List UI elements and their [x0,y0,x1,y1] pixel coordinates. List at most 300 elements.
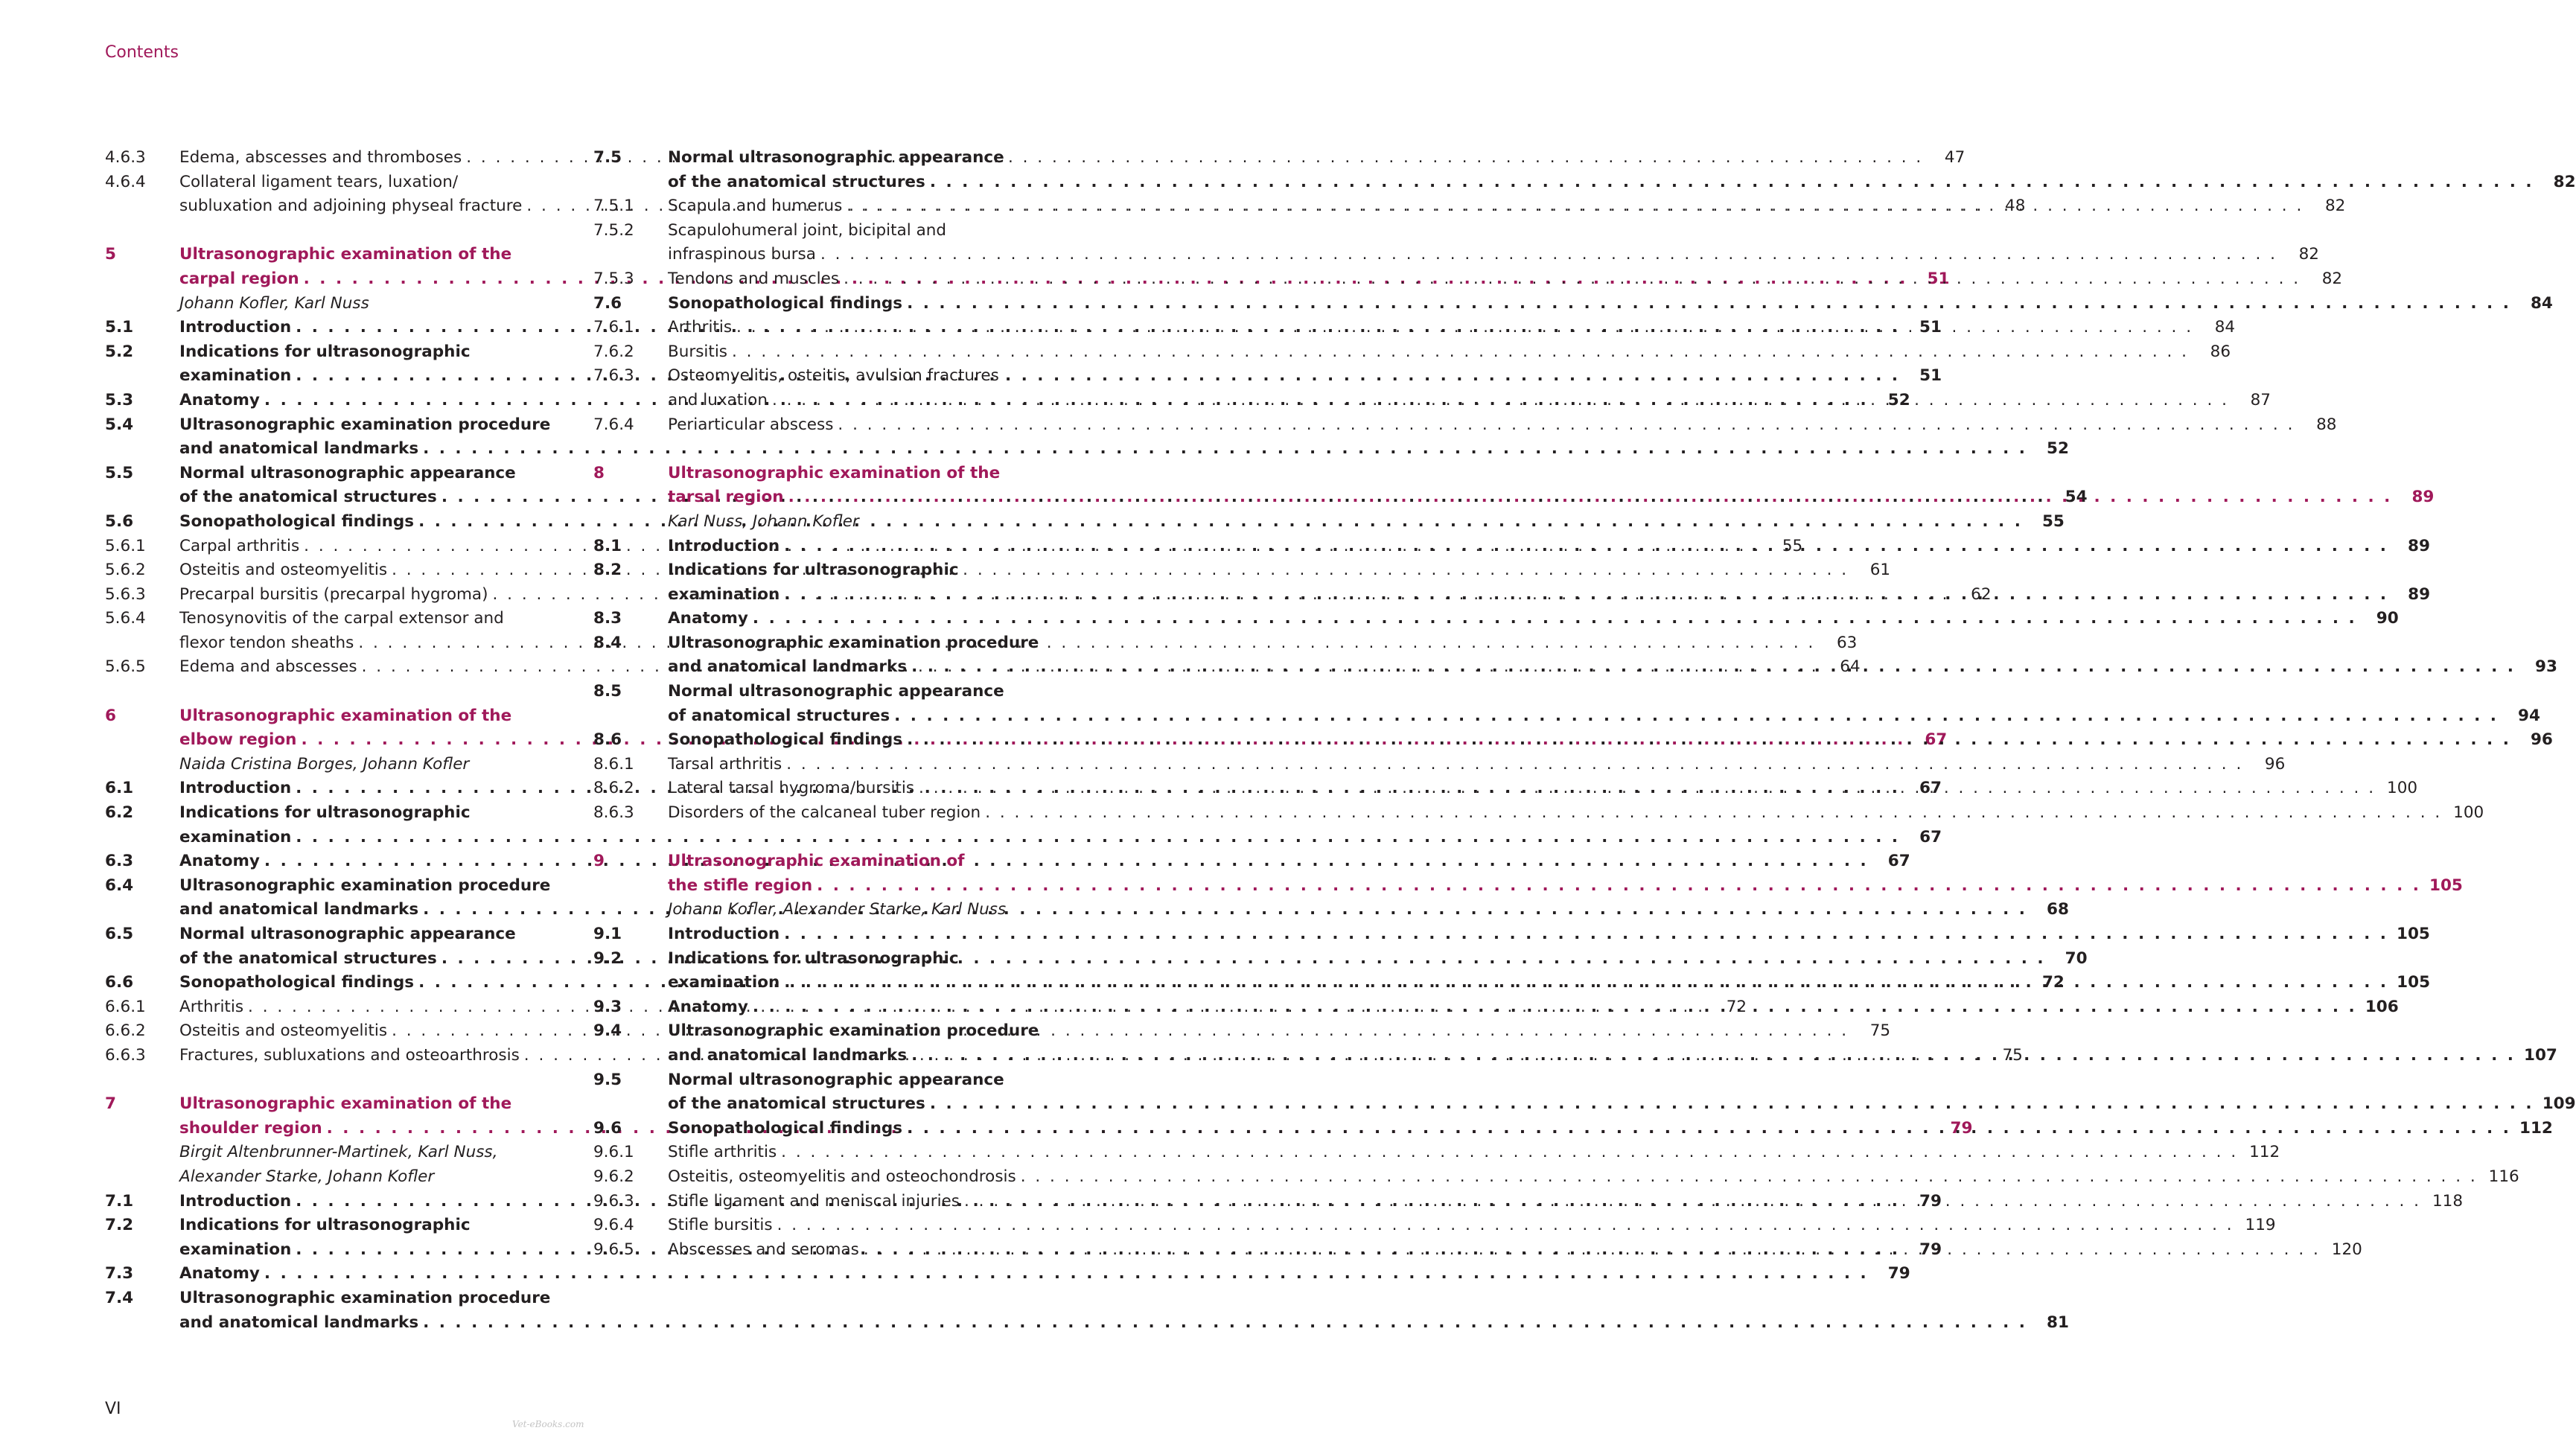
toc-entry-number: 7.2 [105,1216,134,1235]
toc-entry-title-line: Abscesses and seromas [668,1240,859,1259]
toc-entry-title-line: Osteitis, osteomyelitis and osteochondrosis [668,1167,1016,1186]
toc-entry-page: 96 [2530,730,2553,750]
toc-entry-page: 75 [1869,1021,1891,1041]
page-number: VI [105,1400,121,1418]
dot-leader [907,1044,2516,1068]
toc-entry-title-line: Introduction [179,318,292,337]
toc-entry-page: 61 [1869,561,1891,580]
toc-entry-page: 116 [2488,1167,2519,1186]
toc-entry-number: 7.6.1 [593,318,634,337]
toc-entry-page: 112 [2249,1143,2280,1162]
toc-entry-title [668,558,2390,607]
toc-entry-title-line: Sonopathological findings [668,293,903,313]
toc-entry-title-line: examination [668,973,780,992]
toc-entry[interactable] [593,1141,2280,1165]
toc-entry-number: 5.6.5 [105,657,146,677]
toc-entry-page: 107 [2524,1045,2557,1065]
toc-entry[interactable] [593,1068,2576,1117]
toc-entry-page: 52 [1887,390,1910,409]
toc-entry-page: 105 [2397,925,2430,943]
toc-entry-title [668,462,2394,510]
toc-entry-page: 93 [2534,657,2557,677]
toc-entry-title-line: Ultrasonographic examination of the [179,245,512,264]
toc-entry-title-line: infraspinous bursa [668,245,816,264]
toc-entry-number [105,1141,179,1189]
toc-entry-title-line: Tenosynovitis of the carpal extensor and [179,609,504,628]
toc-entry-title-line: Edema, abscesses and thromboses [179,148,462,167]
toc-entry-title-line: Lateral tarsal hygroma/bursitis [668,779,915,798]
toc-entry-title [668,776,2377,801]
toc-entry-number: 5.6.3 [105,584,146,604]
toc-entry-title-line: Sonopathological findings [179,973,415,992]
toc-entry-page: 118 [2432,1191,2464,1211]
toc-entry-title-line: and luxation [668,390,768,409]
dot-leader [902,292,2511,316]
toc-entry-title [668,413,2296,438]
toc-entry-page: 72 [2041,973,2065,992]
dot-leader [780,535,2388,559]
watermark: Vet-eBooks.com [512,1419,584,1429]
dot-leader [780,922,2388,947]
toc-entry-title-line: Osteomyelitis, osteitis, avulsion fractures [668,366,999,386]
toc-entry-number: 9.6.4 [593,1216,634,1235]
toc-entry-number: 9.6.1 [593,1143,634,1162]
dot-leader [890,704,2499,729]
toc-entry-number [105,292,179,316]
toc-entry-number: 6.4 [105,876,134,895]
toc-entry-title-line: Precarpal bursitis (precarpal hygroma) [179,584,488,604]
toc-entry-title [668,631,2517,680]
toc-entry-number: 5.6.2 [105,561,146,580]
dot-leader [748,607,2357,631]
toc-entry-page: 51 [1919,366,1942,386]
toc-entry-page: 90 [2376,609,2399,628]
toc-entry-title-line: Ultrasonographic examination procedure [179,415,551,434]
toc-entry-page: 89 [2407,536,2430,555]
toc-entry-page: 84 [2214,318,2236,337]
toc-entry[interactable] [593,340,2231,365]
toc-entry-title-line: Stifle ligament and meniscal injuries [668,1191,960,1211]
toc-entry-number: 6.6 [105,973,134,992]
toc-entry-page: 67 [1925,730,1948,750]
toc-entry-number: 5 [105,245,116,264]
toc-entry-number: 5.6.1 [105,536,146,555]
toc-entry-title-line: examination [179,1240,292,1259]
toc-entry-title [668,1068,2536,1117]
toc-entry-title-line: examination [668,584,780,604]
toc-entry-title-line: Bursitis [668,342,727,361]
toc-entry-page: 96 [2264,754,2286,774]
toc-entry-page: 79 [1919,1240,1942,1259]
toc-entry-page: 67 [1919,827,1942,846]
toc-entry-title [668,898,1006,922]
dot-leader [1016,1165,2478,1190]
toc-entry-number: 8.3 [593,609,622,628]
toc-entry-title [668,1190,2423,1214]
toc-entry-number: 5.4 [105,415,134,434]
toc-authors [593,898,1034,922]
toc-entry-number: 7.3 [105,1264,134,1283]
toc-entry-title-line: Introduction [668,925,780,943]
running-head: Contents [105,43,179,62]
toc-entry-number: 7.1 [105,1191,134,1211]
toc-entry-number: 6.1 [105,779,134,798]
toc-entry-page: 79 [1919,1191,1942,1211]
toc-entry-title-line: Anatomy [668,609,748,628]
toc-entry-title-line: Ultrasonographic examination of the [179,1094,512,1114]
toc-entry-title-line: Edema and abscesses [179,657,357,677]
toc-entry-number: 7.5.1 [593,197,634,216]
toc-entry-title-line: Carpal arthritis [179,536,300,555]
toc-entry-title-line: Karl Nuss, Johann Kofler [668,511,859,531]
toc-entry-number: 7.4 [105,1288,134,1307]
toc-entry-title-line: Arthritis [179,997,244,1016]
toc-entry-title-line: Anatomy [179,852,260,871]
toc-entry-title-line: Ultrasonographic examination procedure [179,876,551,895]
toc-entry-page: 51 [1927,269,1950,288]
toc-entry-title-line: examination [179,827,292,846]
toc-entry-title [668,535,2390,559]
toc-entry-title-line: Osteitis and osteomyelitis [179,561,388,580]
toc-entry-page: 105 [2429,876,2463,895]
toc-entry-title [668,219,2279,267]
toc-entry-page: 87 [2250,390,2271,409]
dot-leader [768,389,2229,413]
dot-leader [960,1190,2421,1214]
dot-leader [842,194,2304,219]
toc-entry-title-line: the stifle region [668,876,813,895]
toc-entry-title-line: and anatomical landmarks [179,439,419,459]
toc-entry-number: 4.6.3 [105,148,146,167]
toc-entry-page: 79 [1887,1264,1910,1283]
toc-entry-page: 63 [1836,633,1858,652]
dot-leader [914,776,2376,801]
toc-entry-title-line: Stifle bursitis [668,1216,773,1235]
toc-entry-title-line: Fractures, subluxations and osteoarthrosis [179,1045,520,1065]
toc-entry-title-line: Normal ultrasonographic appearance [179,925,516,943]
dot-leader [981,801,2442,826]
toc-entry-title [668,607,2359,631]
toc-entry-page: 86 [2210,342,2231,361]
toc-entry-page: 100 [2453,803,2484,823]
toc-entry-number: 8.2 [593,561,622,580]
toc-entry-number: 9.4 [593,1021,622,1041]
toc-entry[interactable] [593,922,2430,947]
toc-entry-title-line: elbow region [179,730,297,750]
toc-entry-number: 7.6.2 [593,342,634,361]
toc-entry-title-line: of the anatomical structures [668,172,925,191]
toc-entry-title-line: Indications for ultrasonographic [179,342,471,361]
toc-authors [593,510,1034,535]
dot-leader [812,874,2421,899]
toc-entry-title-line: Alexander Starke, Johann Kofler [179,1167,435,1186]
toc-entry-number: 5.2 [105,342,134,361]
toc-entry-page: 100 [2387,779,2418,798]
toc-entry-title-line: Scapula and humerus [668,197,843,216]
toc-entry-number: 4.6.4 [105,172,146,191]
toc-entry-title-line: and anatomical landmarks [668,657,908,677]
toc-entry-title [668,947,2390,995]
toc-entry-title [668,849,2423,898]
toc-entry-page: 82 [2321,269,2343,288]
toc-entry-title [668,364,2231,412]
toc-entry-number: 7.5 [593,148,622,167]
toc-entry-title-line: Naida Cristina Borges, Johann Kofler [179,754,470,774]
toc-entry-title-line: Indications for ultrasonographic [179,1216,471,1235]
toc-authors [105,292,546,316]
toc-entry-title-line: Ultrasonographic examination procedure [668,633,1039,652]
toc-entry-title-line: Collateral ligament tears, luxation/ [179,172,459,191]
toc-authors [105,1141,546,1189]
toc-entry-title-line: Introduction [668,536,780,555]
toc-entry-page: 112 [2519,1118,2553,1138]
dot-leader [902,1117,2511,1141]
toc-entry-title [179,1141,506,1189]
toc-entry-number: 6.6.3 [105,1045,146,1065]
toc-entry-title-line: Anatomy [668,997,748,1016]
toc-entry-title-line: subluxation and adjoining physeal fracture [179,197,523,216]
toc-entry-page: 88 [2316,415,2337,434]
toc-entry-number: 9.1 [593,925,622,943]
dot-leader [418,1311,2027,1336]
toc-entry-title [668,267,2302,292]
toc-entry-title-line: Ultrasonographic examination of [668,852,965,871]
toc-entry-title-line: and anatomical landmarks [668,1045,908,1065]
toc-entry-number: 7.5.2 [593,220,634,240]
toc-entry-title-line: shoulder region [179,1118,322,1138]
toc-entry-page: 67 [1919,779,1942,798]
toc-entry-title [668,801,2443,826]
toc-entry[interactable] [593,292,2553,316]
dot-leader [833,413,2295,438]
toc-entry-title [668,316,2195,340]
toc-entry-title-line: Indications for ultrasonographic [179,803,471,823]
toc-entry-number: 5.6.4 [105,609,146,628]
toc-entry-page: 120 [2331,1240,2362,1259]
toc-entry-page: 55 [1782,536,1803,555]
dot-leader [780,583,2388,607]
toc-entry-page: 67 [1887,852,1910,871]
toc-entry-title [668,995,2359,1020]
toc-entry-page: 119 [2245,1216,2276,1235]
toc-entry-number [593,898,668,922]
toc-entry-title-line: Normal ultrasonographic appearance [668,148,1004,167]
toc-entry-number: 7 [105,1094,116,1114]
dot-leader [780,971,2388,995]
toc-entry-title-line: Tarsal arthritis [668,754,782,774]
toc-entry-page: 79 [1950,1118,1973,1138]
toc-entry-number: 5.6 [105,511,134,531]
toc-entry-number: 9.2 [593,948,622,968]
toc-entry-title-line: Stifle arthritis [668,1143,777,1162]
toc-entry-number: 8.1 [593,536,622,555]
dot-leader [839,267,2301,292]
toc-entry-title-line: Indications for ultrasonographic [668,561,959,580]
toc-entry-number: 5.1 [105,318,134,337]
toc-entry-page: 51 [1919,318,1942,337]
toc-entry-page: 94 [2518,706,2540,725]
dot-leader [784,485,2393,510]
toc-entry-title [668,146,2536,194]
toc-entry-page: 106 [2365,997,2399,1016]
toc-entry-title-line: Scapulohumeral joint, bicipital and [668,220,947,240]
toc-entry-page: 70 [2065,948,2088,968]
toc-entry-title [668,1141,2239,1165]
toc-entry-title-line: tarsal region [668,488,784,507]
toc-entry-title [668,1165,2479,1190]
toc-entry-page: 72 [1726,997,1747,1016]
toc-entry-title-line: Sonopathological findings [179,511,415,531]
toc-entry-title [668,340,2190,365]
toc-entry-title-line: Johann Kofler, Alexander Starke, Karl Nuss [668,900,1007,919]
toc-entry-title [668,922,2390,947]
toc-entry-number: 8.5 [593,682,622,701]
toc-entry-title-line: Osteitis and osteomyelitis [179,1021,388,1041]
dot-leader [782,753,2243,777]
dot-leader [748,995,2357,1020]
toc-entry-number: 7.5.3 [593,269,634,288]
toc-entry-number: 9.6.3 [593,1191,634,1211]
toc-entry-title-line: flexor tendon sheaths [179,633,354,652]
toc-entry-title-line: of the anatomical structures [179,488,437,507]
toc-entry[interactable] [593,607,2399,631]
toc-entry-page: 84 [2530,293,2553,313]
toc-entry-title-line: Normal ultrasonographic appearance [179,463,516,482]
toc-entry-title-line: Johann Kofler, Karl Nuss [179,293,369,313]
toc-entry[interactable] [593,413,2337,438]
toc-entry-number: 6.2 [105,803,134,823]
toc-entry-title-line: carpal region [179,269,299,288]
toc-entry-title-line: Ultrasonographic examination procedure [668,1021,1039,1041]
toc-entry-number: 9.3 [593,997,622,1016]
toc-entry-number: 9.6.2 [593,1167,634,1186]
toc-entry-number: 7.6.4 [593,415,634,434]
toc-entry-title-line: Anatomy [179,390,260,409]
dot-leader [732,316,2193,340]
dot-leader [925,170,2534,195]
toc-entry-title-line: Ultrasonographic examination of the [179,706,512,725]
dot-leader [925,1092,2534,1117]
toc-entry-title [179,1262,1870,1286]
toc-entry-title-line: of the anatomical structures [668,1094,925,1114]
dot-leader [859,1238,2321,1263]
toc-entry-title-line: examination [179,366,292,386]
toc-entry-number: 8.4 [593,633,622,652]
toc-entry-number: 5.5 [105,463,134,482]
dot-leader [902,728,2511,753]
toc-entry-page: 75 [2002,1045,2023,1065]
toc-entry-title-line: Birgit Altenbrunner-Martinek, Karl Nuss, [179,1143,498,1162]
toc-entry-number: 9.5 [593,1070,622,1089]
toc-entry[interactable] [105,1262,1910,1286]
toc-entry-number: 9 [593,852,605,871]
toc-entry-page: 48 [2005,197,2026,216]
toc-entry-title [668,1238,2322,1263]
toc-entry-title [668,292,2513,316]
toc-entry-page: 62 [1971,584,1992,604]
toc-entry[interactable] [593,1165,2519,1190]
toc-entry-title-line: of anatomical structures [668,706,890,725]
toc-entry-title-line: Anatomy [179,1264,260,1283]
toc-entry-page: 81 [2046,1313,2069,1332]
toc-entry-page: 55 [2041,511,2065,531]
toc-entry-page: 64 [1840,657,1861,677]
dot-leader [773,1214,2234,1238]
toc-entry-title [668,728,2513,753]
toc-entry-number: 6.6.2 [105,1021,146,1041]
toc-entry-title [668,753,2245,777]
toc-entry-page: 47 [1944,148,1966,167]
toc-entry-number: 9.6 [593,1118,622,1138]
toc-entry-title-line: of the anatomical structures [179,948,437,968]
toc-entry-title-line: Tendons and muscles [668,269,840,288]
toc-entry-title-line: and anatomical landmarks [179,1313,419,1332]
toc-entry-number: 8.6.3 [593,803,634,823]
toc-entry-number: 5.3 [105,390,134,409]
toc-entry-title [668,680,2500,728]
toc-entry-number: 6 [105,706,116,725]
dot-leader [291,826,1900,850]
toc-entry-title-line: Indications for ultrasonographic [668,948,959,968]
dot-leader [907,655,2516,680]
toc-entry-title-line: Disorders of the calcaneal tuber region [668,803,981,823]
toc-entry-title-line: Arthritis [668,318,733,337]
toc-entry-page: 89 [2408,584,2431,604]
toc-entry-title-line: Introduction [179,1191,292,1211]
toc-entry-title [668,1214,2236,1238]
toc-entry[interactable] [593,753,2286,777]
toc-entry-number: 8.6.1 [593,754,634,774]
toc-entry-page: 109 [2542,1094,2576,1114]
toc-entry-page: 68 [2046,900,2069,919]
toc-entry-page: 82 [2553,172,2576,191]
toc-entry-number: 6.5 [105,925,134,943]
toc-entry-number: 6.3 [105,852,134,871]
toc-entry-title [179,510,2024,535]
toc-entry-title [179,292,506,316]
toc-entry-title-line: Ultrasonographic examination of the [668,463,1001,482]
toc-entry[interactable] [593,1214,2276,1238]
toc-entry-title [668,1117,2513,1141]
dot-leader [777,1141,2238,1165]
toc-entry-page: 82 [2324,197,2346,216]
toc-entry-number: 9.6.5 [593,1240,634,1259]
toc-entry-title-line: Ultrasonographic examination procedure [179,1288,551,1307]
toc-entry-page: 89 [2411,488,2435,507]
toc-entry-title-line: Introduction [179,779,292,798]
toc-entry-title-line: Sonopathological findings [668,730,903,750]
toc-entry-page: 52 [2046,439,2069,459]
toc-entry-title-line: Sonopathological findings [668,1118,903,1138]
dot-leader [260,1262,1869,1286]
toc-entry-title-line: Normal ultrasonographic appearance [668,682,1004,701]
toc-entry[interactable] [105,1286,2069,1335]
toc-entry[interactable] [593,219,2319,267]
toc-entry-page: 82 [2298,245,2319,264]
toc-entry-title-line: Periarticular abscess [668,415,834,434]
toc-entry-number: 7.6.3 [593,366,634,386]
toc-entry-page: 105 [2397,973,2431,992]
toc-entry-title [179,1286,2029,1335]
dot-leader [816,243,2277,267]
toc-entry[interactable] [593,680,2540,728]
toc-entry-title-line: and anatomical landmarks [179,900,419,919]
dot-leader [727,340,2189,365]
toc-entry-number: 8.6 [593,730,622,750]
toc-entry-number: 8.6.2 [593,779,634,798]
toc-entry[interactable] [593,801,2484,826]
toc-entry-title [179,753,506,777]
